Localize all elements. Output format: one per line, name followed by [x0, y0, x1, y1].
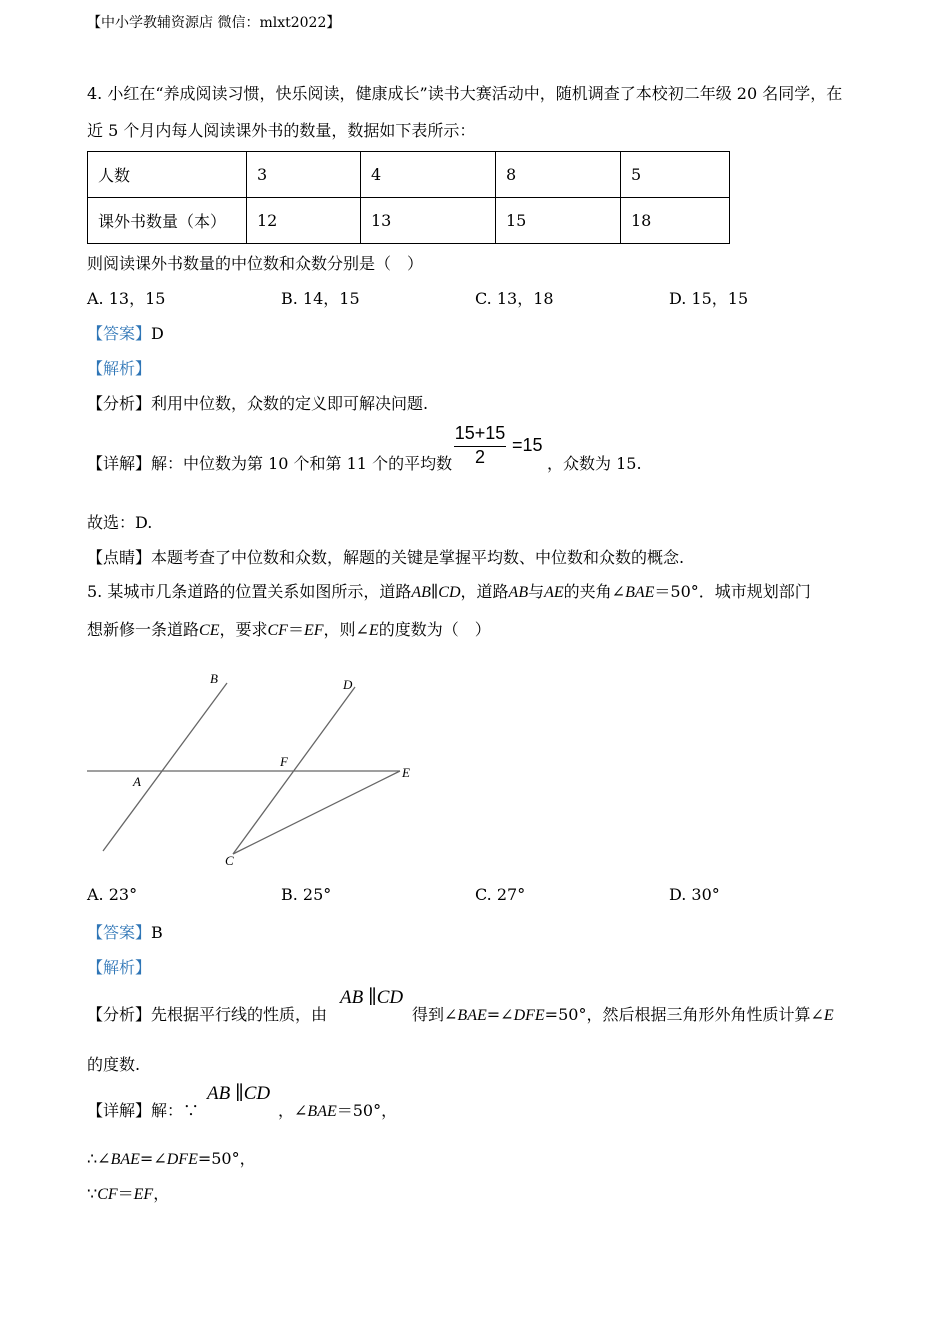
page-header: 【中小学教辅资源店 微信：mlxt2022】: [87, 15, 341, 31]
q5-fenxi-line1-rest: [412, 1002, 834, 1025]
var-e: E: [823, 1007, 834, 1024]
q5-option-a: A. 23°: [87, 885, 138, 904]
q4-analysis-tag: 【解析】: [87, 359, 152, 378]
math-expression: AB ∥CD: [340, 987, 404, 1008]
road-figure: [80, 665, 420, 875]
fraction-numerator: 15+15: [454, 423, 506, 443]
var-cf: CF: [97, 1186, 118, 1203]
q4-fenxi: 【分析】利用中位数，众数的定义即可解决问题.: [87, 394, 429, 413]
table-cell: 课外书数量（本）: [88, 198, 247, 244]
q4-stem-line1: 4. 小红在“养成阅读习惯，快乐阅读，健康成长”读书大赛活动中，随机调查了本校初二年级 20 名同学，在: [87, 84, 843, 103]
q5-option-c: C. 27°: [475, 885, 526, 904]
table-cell: 人数: [88, 152, 247, 198]
table-row: [88, 152, 730, 198]
var-cf: CF: [267, 622, 288, 639]
text: =∠: [486, 1005, 514, 1024]
q4-data-table: [87, 151, 730, 244]
text: 想新修一条道路: [87, 620, 200, 639]
q5-detail-rest: [278, 1098, 397, 1121]
q4-detail-prefix: 【详解】解：中位数为第 10 个和第 11 个的平均数: [87, 454, 453, 473]
table-cell: 3: [247, 152, 361, 198]
table-cell: 13: [361, 198, 496, 244]
label-b: B: [210, 671, 218, 686]
table-cell: 18: [621, 198, 730, 244]
text: ＝50°，: [336, 1101, 398, 1120]
text: ，∠: [278, 1101, 308, 1120]
text: 的度数为（ ）: [378, 620, 491, 639]
table-cell: 5: [621, 152, 730, 198]
q5-step2: [87, 1181, 169, 1204]
text: 与: [528, 582, 545, 601]
q5-stem-line2: [87, 617, 491, 640]
answer-tag: 【答案】: [87, 324, 152, 343]
q4-option-c: C. 13，18: [475, 289, 554, 308]
text: ，道路: [460, 582, 509, 601]
text: 【分析】先根据平行线的性质，由: [87, 1005, 328, 1024]
text: ∵: [87, 1184, 98, 1203]
var-ab: AB: [508, 584, 529, 601]
answer-value: B: [151, 923, 163, 942]
fraction: [450, 423, 510, 468]
text: ，要求: [219, 620, 268, 639]
var-e: E: [368, 622, 379, 639]
q5-detail-prefix: 【详解】解：∵: [87, 1101, 200, 1120]
fraction-result: =15: [512, 435, 543, 455]
math-ab-parallel-cd: [340, 986, 403, 1009]
q4-option-a: A. 13，15: [87, 289, 166, 308]
q5-step1: [87, 1146, 256, 1169]
q4-option-d: D. 15，15: [669, 289, 749, 308]
fraction-denominator: 2: [474, 447, 485, 467]
label-e: E: [402, 765, 410, 780]
label-c: C: [225, 853, 234, 868]
q4-option-b: B. 14，15: [281, 289, 360, 308]
q5-option-d: D. 30°: [669, 885, 720, 904]
text: 5. 某城市几条道路的位置关系如图所示，道路: [87, 582, 412, 601]
q5-fenxi-line1: [87, 1002, 327, 1025]
q4-answer: [87, 321, 164, 344]
q5-answer: [87, 920, 163, 943]
q5-stem-line1: [87, 579, 811, 602]
parallel-symbol: ∥: [430, 582, 439, 601]
text: =50°，: [197, 1149, 256, 1168]
q4-stem-line2: 近 5 个月内每人阅读课外书的数量，数据如下表所示：: [87, 121, 476, 140]
text: ＝: [117, 1184, 134, 1203]
text: ，则∠: [323, 620, 369, 639]
text: =∠: [139, 1149, 167, 1168]
q4-detail-suffix: ，众数为 15.: [547, 454, 642, 473]
text: ＝50°．城市规划部门: [654, 582, 811, 601]
text: ，: [153, 1184, 170, 1203]
var-ef: EF: [303, 622, 324, 639]
q4-dianjing: 【点睛】本题考查了中位数和众数，解题的关键是掌握平均数、中位数和众数的概念.: [87, 548, 685, 567]
var-dfe: DFE: [166, 1151, 198, 1168]
text: 得到∠: [412, 1005, 458, 1024]
table-cell: 12: [247, 198, 361, 244]
text: ＝: [287, 620, 304, 639]
text: =50°，然后根据三角形外角性质计算∠: [544, 1005, 824, 1024]
var-ab: AB: [411, 584, 431, 601]
var-bae: BAE: [110, 1151, 140, 1168]
table-cell: 4: [361, 152, 496, 198]
q5-fenxi-line2: 的度数.: [87, 1055, 141, 1074]
q5-analysis-tag: 【解析】: [87, 958, 152, 977]
var-dfe: DFE: [513, 1007, 545, 1024]
var-ce: CE: [199, 622, 220, 639]
math-ab-parallel-cd-2: [207, 1082, 270, 1105]
q5-option-b: B. 25°: [281, 885, 332, 904]
answer-tag: 【答案】: [87, 923, 152, 942]
text: ∴∠: [87, 1149, 111, 1168]
q4-guxuan: 故选：D.: [87, 513, 153, 532]
var-bae: BAE: [625, 584, 655, 601]
var-ef: EF: [133, 1186, 154, 1203]
table-cell: 15: [496, 198, 621, 244]
label-f: F: [280, 754, 288, 769]
text: 的夹角∠: [563, 582, 626, 601]
road-ce-line: [233, 771, 400, 854]
table-cell: 8: [496, 152, 621, 198]
math-expression: AB ∥CD: [207, 1083, 271, 1104]
var-bae: BAE: [307, 1103, 337, 1120]
var-cd: CD: [438, 584, 461, 601]
answer-value: D: [151, 324, 164, 343]
table-row: [88, 198, 730, 244]
q4-question: 则阅读课外书数量的中位数和众数分别是（ ）: [87, 254, 424, 273]
label-a: A: [133, 774, 141, 789]
label-d: D: [343, 677, 353, 692]
var-ae: AE: [544, 584, 564, 601]
var-bae: BAE: [457, 1007, 487, 1024]
road-ab-line: [103, 683, 227, 851]
